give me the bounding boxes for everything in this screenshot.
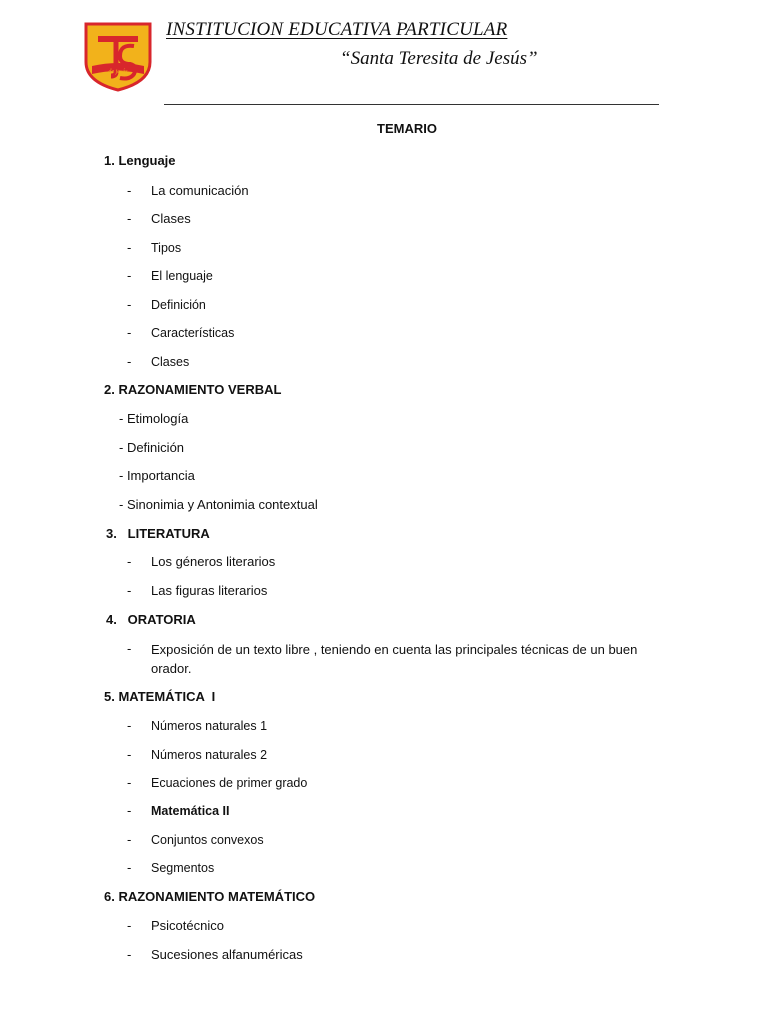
section-heading: 1. Lenguaje xyxy=(104,153,176,168)
section-heading: 5. MATEMÁTICA I xyxy=(104,689,216,704)
section-heading: 6. RAZONAMIENTO MATEMÁTICO xyxy=(104,889,316,904)
school-shield-icon xyxy=(84,22,152,92)
bullet-dash: - xyxy=(127,918,132,933)
section-heading: 3. LITERATURA xyxy=(106,526,210,541)
document-title: TEMARIO xyxy=(377,121,437,136)
list-item: - Sinonimia y Antonimia contextual xyxy=(119,497,318,512)
bullet-dash: - xyxy=(127,775,132,790)
bullet-dash: - xyxy=(127,718,132,733)
header-rule xyxy=(164,104,659,105)
section-heading: 2. RAZONAMIENTO VERBAL xyxy=(104,382,282,397)
bullet-dash: - xyxy=(127,240,132,255)
bullet-dash: - xyxy=(127,832,132,847)
list-item: - Etimología xyxy=(119,411,189,426)
bullet-dash: - xyxy=(127,860,132,875)
bullet-dash: - xyxy=(127,947,132,962)
section-heading: 4. ORATORIA xyxy=(106,612,196,627)
svg-text:de jesús: de jesús xyxy=(108,69,128,75)
bullet-dash: - xyxy=(127,211,132,226)
bullet-dash: - xyxy=(127,803,132,818)
list-item: - Definición xyxy=(119,440,185,455)
bullet-dash: - xyxy=(127,297,132,312)
bullet-dash: - xyxy=(127,354,132,369)
bullet-dash: - xyxy=(127,268,132,283)
school-logo xyxy=(84,22,152,92)
institution-motto: “Santa Teresita de Jesús” xyxy=(340,48,538,69)
bullet-dash: - xyxy=(127,583,132,598)
bullet-dash: - xyxy=(127,183,132,198)
bullet-dash: - xyxy=(127,747,132,762)
list-item: - Importancia xyxy=(119,468,195,483)
bullet-dash: - xyxy=(127,554,132,569)
bullet-dash: - xyxy=(127,641,132,656)
bullet-dash: - xyxy=(127,325,132,340)
institution-name: INSTITUCION EDUCATIVA PARTICULAR xyxy=(166,19,508,40)
